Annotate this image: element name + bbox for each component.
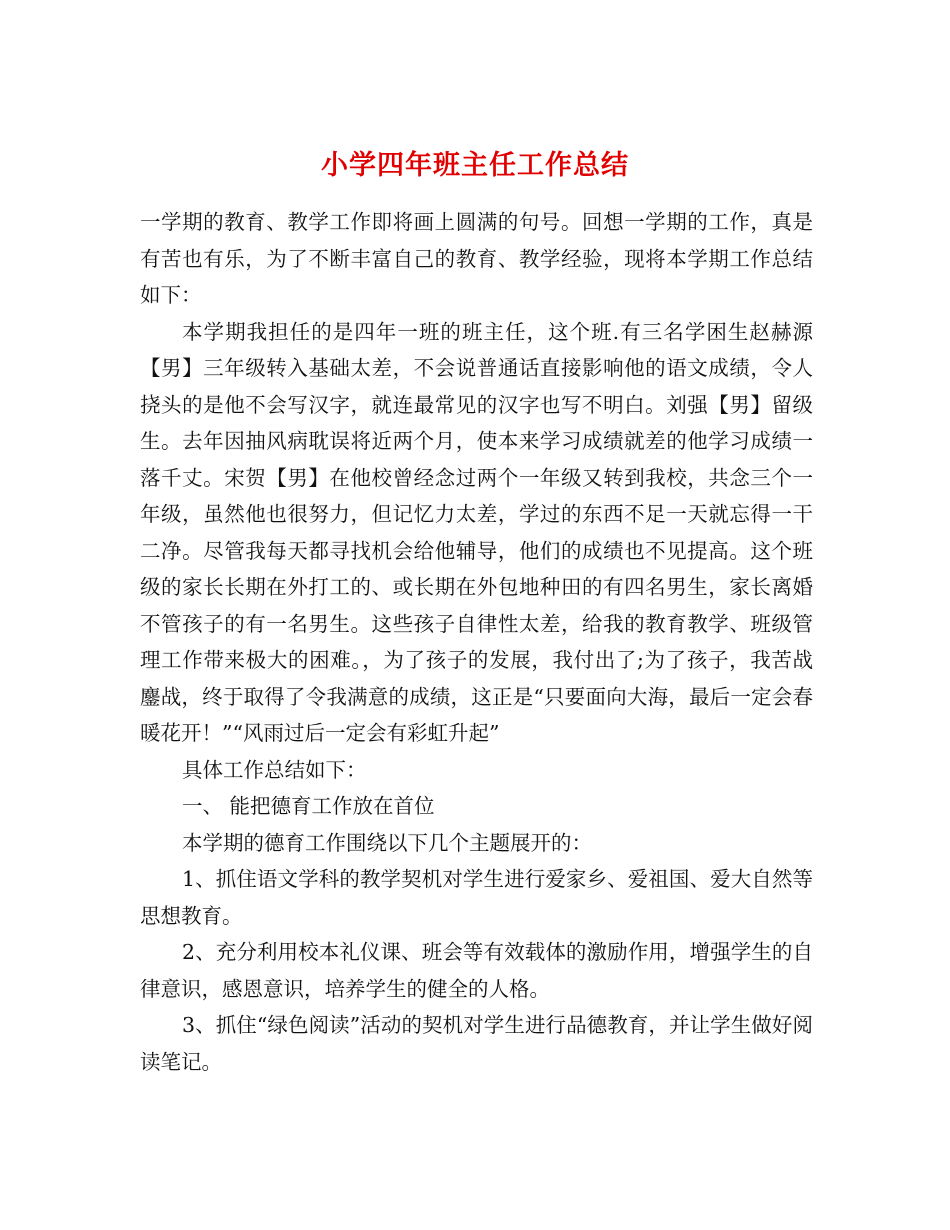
class-situation-paragraph: 本学期我担任的是四年一班的班主任，这个班.有三名学困生赵赫源【男】三年级转入基础太差，不会说普通话直接影响他的语文成绩，令人挠头的是他不会写汉字，就连最常见的汉字也写不明白。刘强【男】留级生。去年因抽风病耽误将近两个月，使本来学习成绩就差的他学习成绩一落千丈。宋贺【男】在他校曾经念过两个一年级又转到我校，共念三个一年级，虽然他也很努力，但记忆力太差，学过的东西不足一天就忘得一干二净。尽管我每天都寻找机会给他辅导，他们的成绩也不见提高。这个班级的家长长期在外打工的、或长期在外包地种田的有四名男生，家长离婚不管孩子的有一名男生。这些孩子自律性太差，给我的教育教学、班级管理工作带来极大的困难。，为了孩子的发展，我付出了;为了孩子，我苦战鏖战，终于取得了令我满意的成绩，这正是“只要面向大海，最后一定会春暖花开！”“风雨过后一定会有彩虹升起”	[140, 319, 813, 745]
moral-education-intro-paragraph: 本学期的德育工作围绕以下几个主题展开的：	[182, 830, 592, 855]
list-item-3: 3、抓住“绿色阅读”活动的契机对学生进行品德教育，并让学生做好阅读笔记。	[140, 1013, 813, 1074]
list-item-1: 1、抓住语文学科的教学契机对学生进行爱家乡、爱祖国、爱大自然等思想教育。	[140, 867, 813, 928]
document-body	[140, 204, 813, 1080]
document-title: 小学四年班主任工作总结	[321, 150, 629, 182]
list-item-2: 2、充分利用校本礼仪课、班会等有效载体的激励作用，增强学生的自律意识，感恩意识，培养学生的健全的人格。	[140, 940, 813, 1001]
section-heading-moral-education: 一、 能把德育工作放在首位	[182, 794, 435, 818]
summary-intro-paragraph: 具体工作总结如下：	[182, 757, 367, 782]
intro-paragraph: 一学期的教育、教学工作即将画上圆满的句号。回想一学期的工作，真是有苦也有乐，为了不断丰富自己的教育、教学经验，现将本学期工作总结如下：	[140, 210, 813, 307]
